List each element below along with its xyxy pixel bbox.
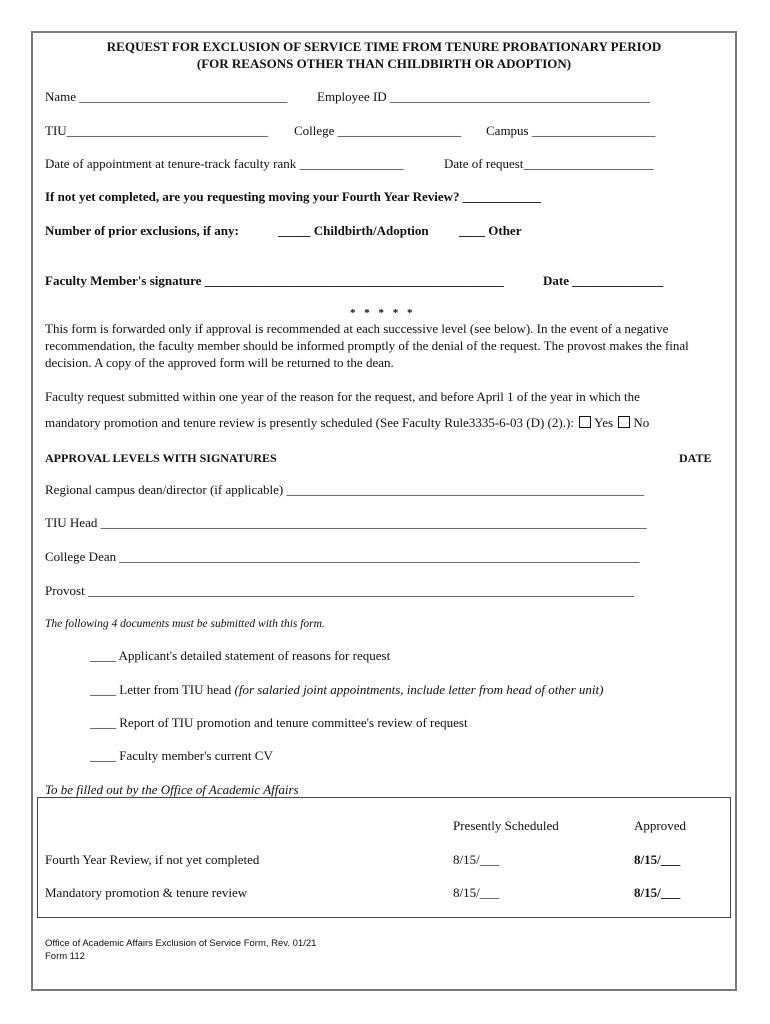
approval-college-dean[interactable]: College Dean ________________________________________________________________________________: [45, 549, 640, 564]
fourth-year-question[interactable]: If not yet completed, are you requesting moving your Fourth Year Review? ____________: [45, 189, 541, 204]
office-row-label: Fourth Year Review, if not yet completed: [45, 852, 260, 867]
document-item-note: (for salaried joint appointments, include letter from head of other unit): [234, 682, 604, 697]
office-row-scheduled[interactable]: 8/15/___: [453, 852, 500, 867]
approval-provost[interactable]: Provost ____________________________________________________________________________________: [45, 583, 634, 598]
request-timing-line2: [45, 415, 649, 431]
office-row-approved[interactable]: 8/15/___: [634, 852, 681, 867]
tiu-field[interactable]: TIU_______________________________: [45, 123, 269, 138]
form-subtitle: (FOR REASONS OTHER THAN CHILDBIRTH OR ADOPTION): [196, 56, 572, 71]
document-item-text: ____ Report of TIU promotion and tenure committee's review of request: [90, 715, 468, 730]
approval-tiu-head[interactable]: TIU Head ____________________________________________________________________________________: [45, 515, 647, 530]
document-item[interactable]: [90, 715, 468, 731]
yes-checkbox[interactable]: [579, 416, 591, 428]
no-checkbox[interactable]: [618, 416, 630, 428]
col-approved: Approved: [634, 818, 686, 833]
request-timing-text: mandatory promotion and tenure review is presently scheduled (See Faculty Rule3335-6-03 (D) (2).):: [45, 415, 574, 430]
footer-form-number: Form 112: [45, 951, 85, 962]
document-item-text: ____ Letter from TIU head: [90, 682, 235, 697]
campus-field[interactable]: Campus ___________________: [486, 123, 656, 138]
college-field[interactable]: College ___________________: [294, 123, 462, 138]
office-row-approved[interactable]: 8/15/___: [634, 885, 681, 900]
appointment-date-field[interactable]: Date of appointment at tenure-track faculty rank ________________: [45, 156, 404, 171]
office-heading: To be filled out by the Office of Academic Affairs: [45, 782, 299, 797]
footer-revision: Office of Academic Affairs Exclusion of Service Form, Rev. 01/21: [45, 938, 317, 949]
prior-other-field[interactable]: ____ Other: [459, 223, 522, 238]
office-row-label: Mandatory promotion & tenure review: [45, 885, 248, 900]
request-date-field[interactable]: Date of request____________________: [444, 156, 654, 171]
approval-header: APPROVAL LEVELS WITH SIGNATURES: [45, 451, 277, 465]
document-item[interactable]: [90, 682, 603, 698]
document-item-text: ____ Applicant's detailed statement of reasons for request: [90, 648, 391, 663]
name-field[interactable]: Name ________________________________: [45, 89, 288, 104]
signature-field[interactable]: Faculty Member's signature ______________________________________________: [45, 273, 504, 288]
prior-childbirth-field[interactable]: _____ Childbirth/Adoption: [278, 223, 429, 238]
document-item-text: ____ Faculty member's current CV: [90, 748, 273, 763]
separator-stars: * * * * *: [350, 307, 416, 319]
documents-intro: The following 4 documents must be submitted with this form.: [45, 618, 325, 630]
prior-exclusions-label: Number of prior exclusions, if any:: [45, 223, 239, 238]
signature-date-field[interactable]: Date ______________: [543, 273, 664, 288]
col-presently-scheduled: Presently Scheduled: [453, 818, 559, 833]
employee-id-field[interactable]: Employee ID ________________________________________: [317, 89, 650, 104]
document-item[interactable]: [90, 748, 273, 764]
request-timing-line1: Faculty request submitted within one year of the reason for the request, and before April 1 of the year in which the: [45, 389, 640, 404]
form-title: REQUEST FOR EXCLUSION OF SERVICE TIME FROM TENURE PROBATIONARY PERIOD: [106, 39, 662, 54]
approval-date-header: DATE: [679, 451, 712, 465]
document-item[interactable]: [90, 648, 390, 664]
no-label: No: [633, 415, 650, 430]
approval-regional-dean[interactable]: Regional campus dean/director (if applicable) _______________________________________________________: [45, 482, 644, 497]
office-row-scheduled[interactable]: 8/15/___: [453, 885, 500, 900]
yes-label: Yes: [594, 415, 614, 430]
instructions-paragraph: This form is forwarded only if approval is recommended at each successive level (see below). In the event of a negative recommendation, the faculty member should be informed promptly of the denial of the request. The provost makes the final decision. A copy of the approved form will be returned to the dean.: [45, 321, 689, 370]
